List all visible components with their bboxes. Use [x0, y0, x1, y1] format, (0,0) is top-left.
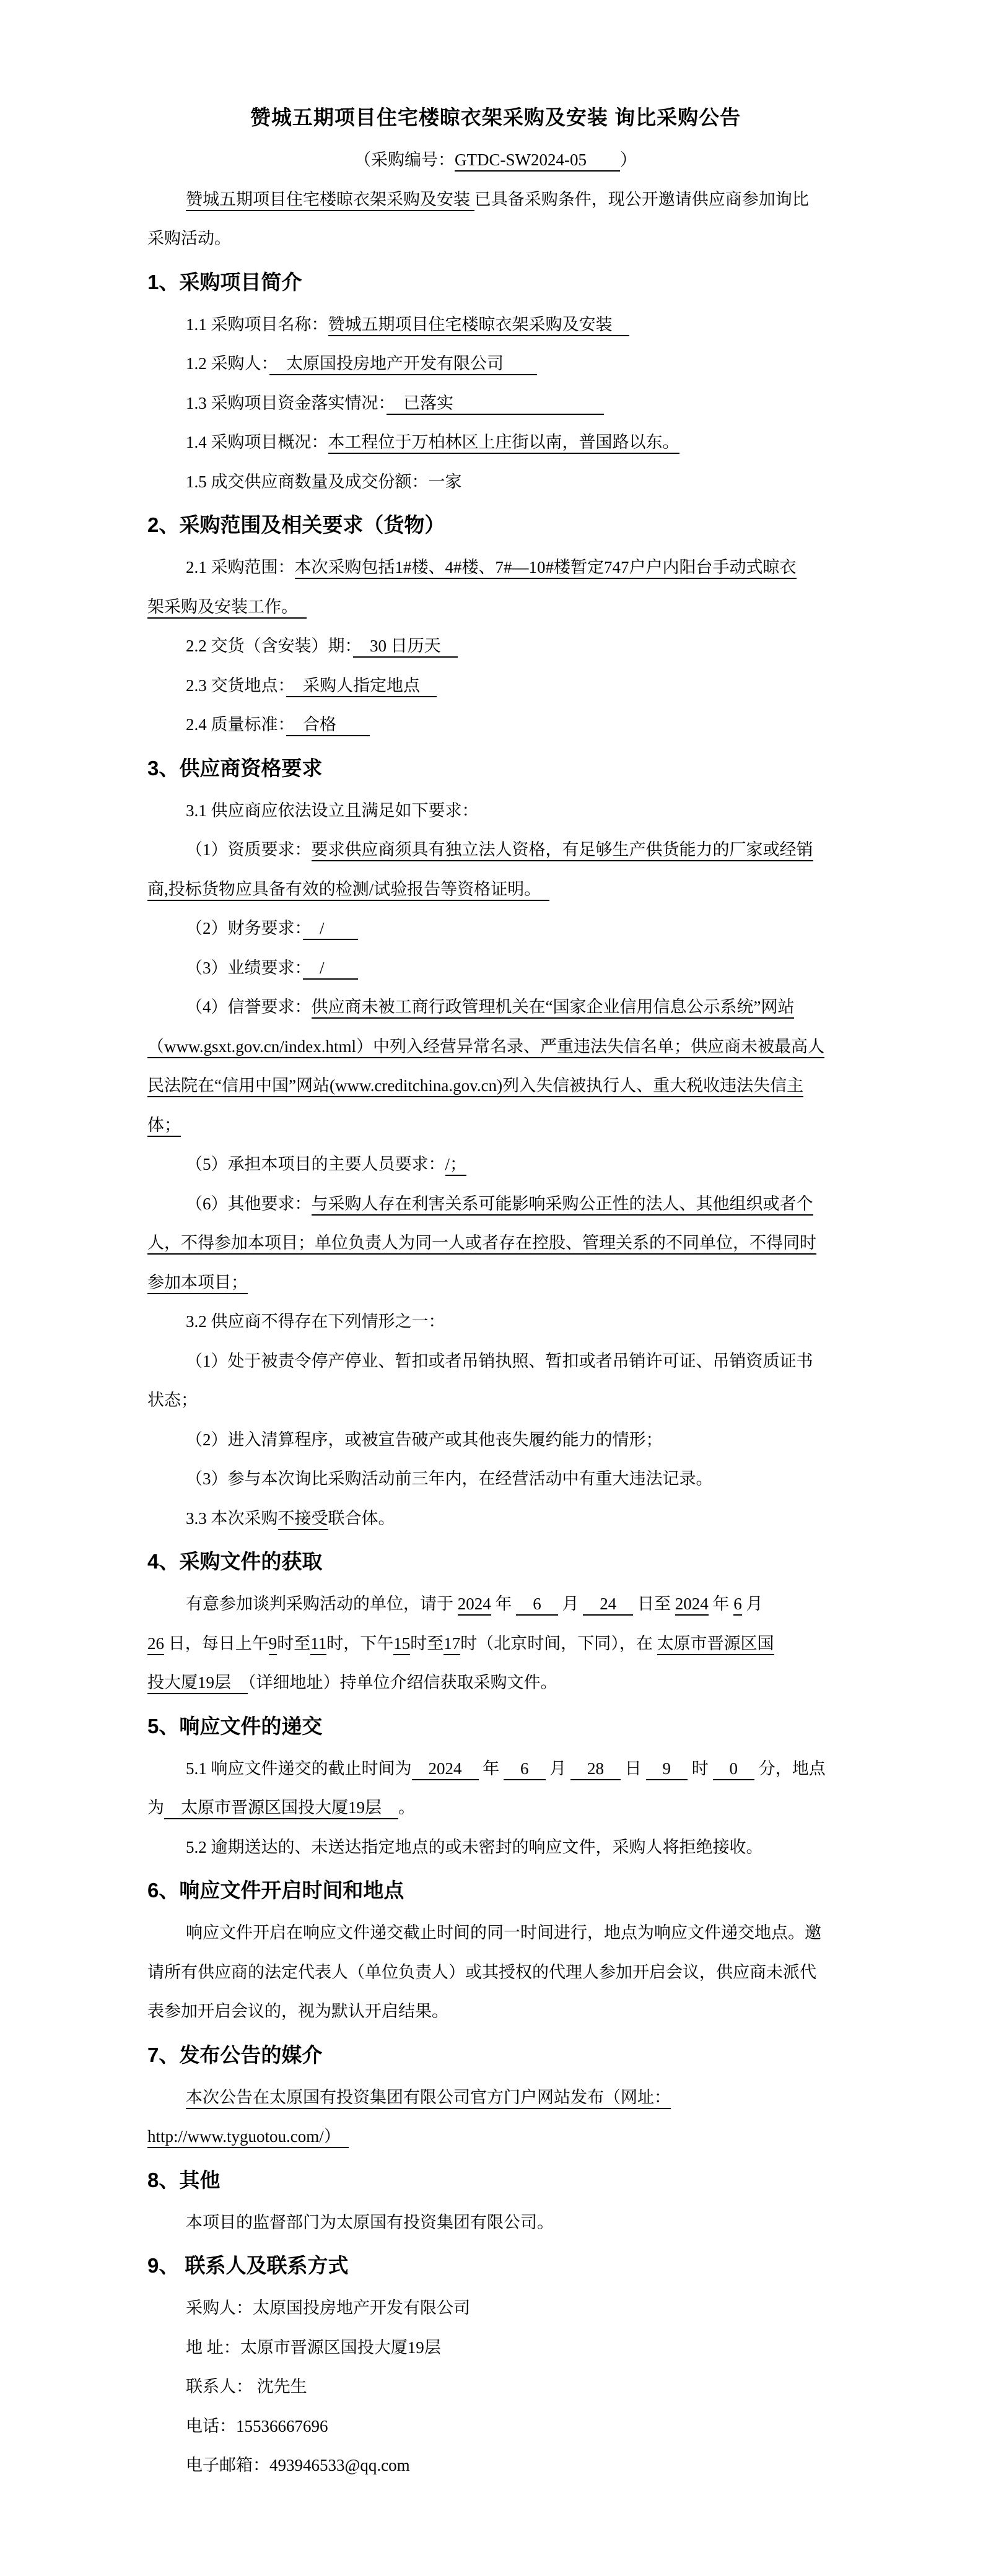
text-run: 6、响应文件开启时间和地点 — [147, 1879, 404, 1902]
item-3-1-sub-4-line-2 — [147, 1027, 844, 1067]
text-run: 1.5 成交供应商数量及成交份额：一家 — [186, 472, 462, 491]
item-3-1-sub-4-line-1 — [147, 988, 844, 1027]
underlined-text: 本次公告在太原国有投资集团有限公司官方门户网站发布（网址： — [186, 2088, 671, 2109]
text-run: （4）信誉要求： — [186, 998, 312, 1016]
text-run: 地 址：太原市晋源区国投大厦19层 — [186, 2338, 441, 2357]
underlined-text: 赞城五期项目住宅楼晾衣架采购及安装 — [186, 190, 474, 211]
text-run: 1.3 采购项目资金落实情况： — [186, 393, 387, 412]
intro-line-2 — [147, 219, 844, 259]
item-3-2-sub-2 — [147, 1421, 844, 1460]
underlined-text: 采购人指定地点 — [286, 676, 437, 697]
item-5-1-line-1 — [147, 1749, 844, 1789]
underlined-text: 2024 — [412, 1759, 479, 1780]
text-run: 日 — [621, 1759, 646, 1778]
text-run: 1.2 采购人： — [186, 354, 269, 373]
section-7-line-2 — [147, 2117, 844, 2157]
underlined-text: 已落实 — [387, 394, 604, 415]
text-run: 7、发布公告的媒介 — [147, 2043, 323, 2066]
text-run: 2.3 交货地点： — [186, 676, 286, 695]
item-1-4 — [147, 423, 844, 463]
underlined-text: 人，不得参加本项目；单位负责人为同一人或者存在控股、管理关系的不同单位，不得同时 — [147, 1234, 816, 1255]
text-run: 采购人：太原国投房地产开发有限公司 — [186, 2299, 470, 2317]
text-run: （1）资质要求： — [186, 840, 312, 859]
text-run: 2.4 质量标准： — [186, 715, 286, 734]
section-4-line-2 — [147, 1624, 844, 1664]
text-run: 3、供应商资格要求 — [147, 756, 323, 780]
heading-8 — [147, 2157, 844, 2203]
contact-person — [147, 2367, 844, 2407]
text-run: 5.2 逾期送达的、未送达指定地点的或未密封的响应文件，采购人将拒绝接收。 — [186, 1837, 763, 1856]
item-2-2 — [147, 627, 844, 666]
section-6-line-1 — [147, 1913, 844, 1953]
item-3-1-sub-6-line-2 — [147, 1224, 844, 1263]
text-run: 1.1 采购项目名称： — [186, 315, 328, 334]
item-2-3 — [147, 666, 844, 706]
contact-purchaser — [147, 2289, 844, 2328]
item-5-1-line-2 — [147, 1788, 844, 1828]
underlined-text: 28 — [570, 1759, 621, 1780]
underlined-text: 本次采购包括1#楼、4#楼、7#—10#楼暂定747户户内阳台手动式晾衣 — [295, 558, 797, 579]
underlined-text: 商,投标货物应具备有效的检测/试验报告等资格证明。 — [147, 880, 549, 901]
underlined-text: http://www.tyguotou.com/） — [147, 2127, 349, 2148]
text-run: （详细地址）持单位介绍信获取采购文件。 — [248, 1673, 557, 1692]
underlined-text: 26 — [147, 1634, 164, 1655]
item-2-1-line-1 — [147, 548, 844, 588]
underlined-text: 6 — [504, 1759, 546, 1780]
text-run: （2）进入清算程序，或被宣告破产或其他丧失履约能力的情形； — [186, 1430, 663, 1449]
underlined-text: 本工程位于万柏林区上庄街以南，普国路以东。 — [328, 433, 679, 454]
section-4-line-3 — [147, 1663, 844, 1703]
underlined-text: 2024 — [458, 1595, 491, 1616]
underlined-text: 30 日历天 — [353, 637, 458, 658]
text-run: 4、采购文件的获取 — [147, 1550, 323, 1573]
section-7-line-1 — [147, 2078, 844, 2118]
underlined-text: 不接受 — [278, 1509, 328, 1530]
text-run: 分，地点 — [754, 1759, 826, 1778]
text-run: 月 — [741, 1595, 763, 1613]
item-3-3 — [147, 1499, 844, 1539]
text-run: 赞城五期项目住宅楼晾衣架采购及安装 询比采购公告 — [250, 106, 741, 129]
text-run: （5）承担本项目的主要人员要求： — [186, 1155, 445, 1173]
underlined-text: （www.gsxt.gov.cn/index.html）中列入经营异常名录、严重违法失信名单；供应商未被最高人 — [147, 1037, 824, 1058]
text-run: 月 — [545, 1759, 570, 1778]
text-run: 本项目的监督部门为太原国有投资集团有限公司。 — [186, 2213, 554, 2232]
text-run: （6）其他要求： — [186, 1194, 312, 1213]
text-run: 1、采购项目简介 — [147, 270, 302, 294]
intro-line-1 — [147, 180, 844, 220]
text-run: 有意参加谈判采购活动的单位，请于 — [186, 1595, 458, 1613]
item-2-4 — [147, 705, 844, 745]
heading-9 — [147, 2242, 844, 2289]
text-run: 已具备采购条件，现公开邀请供应商参加询比 — [474, 189, 809, 209]
heading-7 — [147, 2032, 844, 2078]
underlined-text: 合格 — [286, 715, 370, 736]
text-run: 为 — [147, 1798, 164, 1817]
item-1-3 — [147, 384, 844, 424]
underlined-text: 太原国投房地产开发有限公司 — [269, 354, 537, 375]
underlined-text: GTDC-SW2024-05 — [455, 150, 620, 172]
underlined-text: 供应商未被工商行政管理机关在“国家企业信用信息公示系统”网站 — [312, 998, 795, 1019]
text-run: 电子邮箱：493946533@qq.com — [186, 2456, 410, 2474]
underlined-text: 0 — [713, 1759, 755, 1780]
text-run: 联系人： 沈先生 — [186, 2377, 307, 2396]
text-run: 年 — [491, 1595, 517, 1613]
underlined-text: /； — [445, 1155, 467, 1176]
item-3-1-sub-4-line-4 — [147, 1106, 844, 1146]
underlined-text: 太原市晋源区国投大厦19层 — [164, 1798, 398, 1819]
item-2-1-line-2 — [147, 588, 844, 627]
underlined-text: 17 — [443, 1634, 460, 1655]
item-5-2 — [147, 1828, 844, 1868]
text-run: 时，下午 — [326, 1634, 394, 1653]
contact-phone — [147, 2407, 844, 2447]
text-run: （3）参与本次询比采购活动前三年内，在经营活动中有重大违法记录。 — [186, 1469, 713, 1488]
underlined-text: 投大厦19层 — [147, 1673, 248, 1694]
text-run: 状态； — [147, 1391, 198, 1409]
section-8-line-1 — [147, 2203, 844, 2243]
item-3-1-sub-6-line-1 — [147, 1185, 844, 1224]
text-run: 年 — [708, 1595, 734, 1613]
text-run: 3.3 本次采购 — [186, 1508, 278, 1528]
underlined-text: 9 — [646, 1759, 688, 1780]
item-3-2-sub-1-line-1 — [147, 1342, 844, 1382]
item-3-1-sub-1-line-1 — [147, 830, 844, 870]
text-run: 9、 联系人及联系方式 — [147, 2254, 349, 2277]
item-1-5 — [147, 463, 844, 502]
item-3-1-sub-4-line-3 — [147, 1066, 844, 1106]
underlined-text: 11 — [310, 1634, 326, 1655]
item-3-1-sub-3 — [147, 949, 844, 988]
underlined-text: / — [303, 919, 358, 940]
text-run: 时（北京时间，下同），在 — [460, 1634, 657, 1653]
text-run: 年 — [478, 1759, 504, 1778]
item-1-1 — [147, 305, 844, 345]
text-run: （采购编号： — [354, 150, 455, 169]
underlined-text: 太原市晋源区国 — [657, 1634, 774, 1655]
section-6-line-3 — [147, 1992, 844, 2032]
contact-address — [147, 2328, 844, 2368]
underlined-text: 要求供应商须具有独立法人资格，有足够生产供货能力的厂家或经销 — [312, 840, 813, 861]
item-3-2-sub-3 — [147, 1460, 844, 1499]
text-run: ） — [619, 150, 637, 169]
heading-3 — [147, 745, 844, 791]
item-3-1-sub-6-line-3 — [147, 1263, 844, 1303]
doc-title — [147, 94, 844, 141]
heading-6 — [147, 1867, 844, 1913]
text-run: 表参加开启会议的，视为默认开启结果。 — [147, 2002, 448, 2021]
text-run: 5.1 响应文件递交的截止时间为 — [186, 1759, 412, 1778]
item-3-1-sub-2 — [147, 909, 844, 949]
section-4-line-1 — [147, 1585, 844, 1624]
text-run: 响应文件开启在响应文件递交截止时间的同一时间进行，地点为响应文件递交地点。邀 — [186, 1923, 821, 1942]
underlined-text: 体； — [147, 1116, 181, 1137]
underlined-text: 架采购及安装工作。 — [147, 598, 307, 619]
text-run: 月 — [557, 1595, 583, 1613]
text-run: 请所有供应商的法定代表人（单位负责人）或其授权的代理人参加开启会议，供应商未派代 — [147, 1962, 816, 1982]
text-run: 8、其他 — [147, 2168, 221, 2191]
text-run: 1.4 采购项目概况： — [186, 433, 328, 451]
heading-4 — [147, 1538, 844, 1585]
underlined-text: 24 — [583, 1595, 633, 1616]
heading-5 — [147, 1703, 844, 1749]
text-run: 3.2 供应商不得存在下列情形之一： — [186, 1312, 445, 1331]
item-3-2 — [147, 1302, 844, 1342]
text-run: 3.1 供应商应依法设立且满足如下要求： — [186, 801, 479, 820]
text-run: 2.1 采购范围： — [186, 558, 295, 577]
underlined-text: 15 — [393, 1634, 410, 1655]
underlined-text: 6 — [733, 1595, 742, 1616]
text-run: 日，每日上午 — [164, 1634, 269, 1653]
item-3-2-sub-1-line-2 — [147, 1381, 844, 1421]
text-run: （2）财务要求： — [186, 919, 303, 938]
contact-email — [147, 2446, 844, 2486]
item-3-1-sub-1-line-2 — [147, 870, 844, 910]
text-run: （3）业绩要求： — [186, 958, 303, 977]
item-3-1-sub-5 — [147, 1145, 844, 1185]
text-run: 采购活动。 — [147, 229, 231, 248]
text-run: 电话：15536667696 — [186, 2416, 328, 2435]
heading-1 — [147, 259, 844, 305]
item-3-1 — [147, 791, 844, 831]
underlined-text: 9 — [269, 1634, 277, 1655]
underlined-text: 6 — [516, 1595, 558, 1616]
text-run: 日至 — [633, 1595, 675, 1613]
text-run: 时 — [688, 1759, 713, 1778]
underlined-text: / — [303, 959, 358, 980]
text-run: 联合体。 — [328, 1508, 395, 1528]
underlined-text: 参加本项目； — [147, 1273, 248, 1294]
text-run: 。 — [398, 1798, 415, 1817]
item-1-2 — [147, 344, 844, 384]
procurement-code-line — [147, 141, 844, 180]
text-run: 5、响应文件的递交 — [147, 1714, 323, 1738]
heading-2 — [147, 502, 844, 548]
underlined-text: 与采购人存在利害关系可能影响采购公正性的法人、其他组织或者个 — [312, 1194, 813, 1216]
text-run: 时至 — [410, 1634, 444, 1653]
text-run: 2.2 交货（含安装）期： — [186, 637, 353, 655]
section-6-line-2 — [147, 1953, 844, 1993]
underlined-text: 民法院在“信用中国”网站(www.creditchina.gov.cn)列入失信被执行人、重大税收违法失信主 — [147, 1076, 803, 1097]
underlined-text: 赞城五期项目住宅楼晾衣架采购及安装 — [328, 315, 629, 336]
text-run: 时至 — [277, 1634, 311, 1653]
underlined-text: 2024 — [675, 1595, 709, 1616]
text-run: 2、采购范围及相关要求（货物） — [147, 513, 445, 536]
text-run: （1）处于被责令停产停业、暂扣或者吊销执照、暂扣或者吊销许可证、吊销资质证书 — [186, 1351, 813, 1370]
